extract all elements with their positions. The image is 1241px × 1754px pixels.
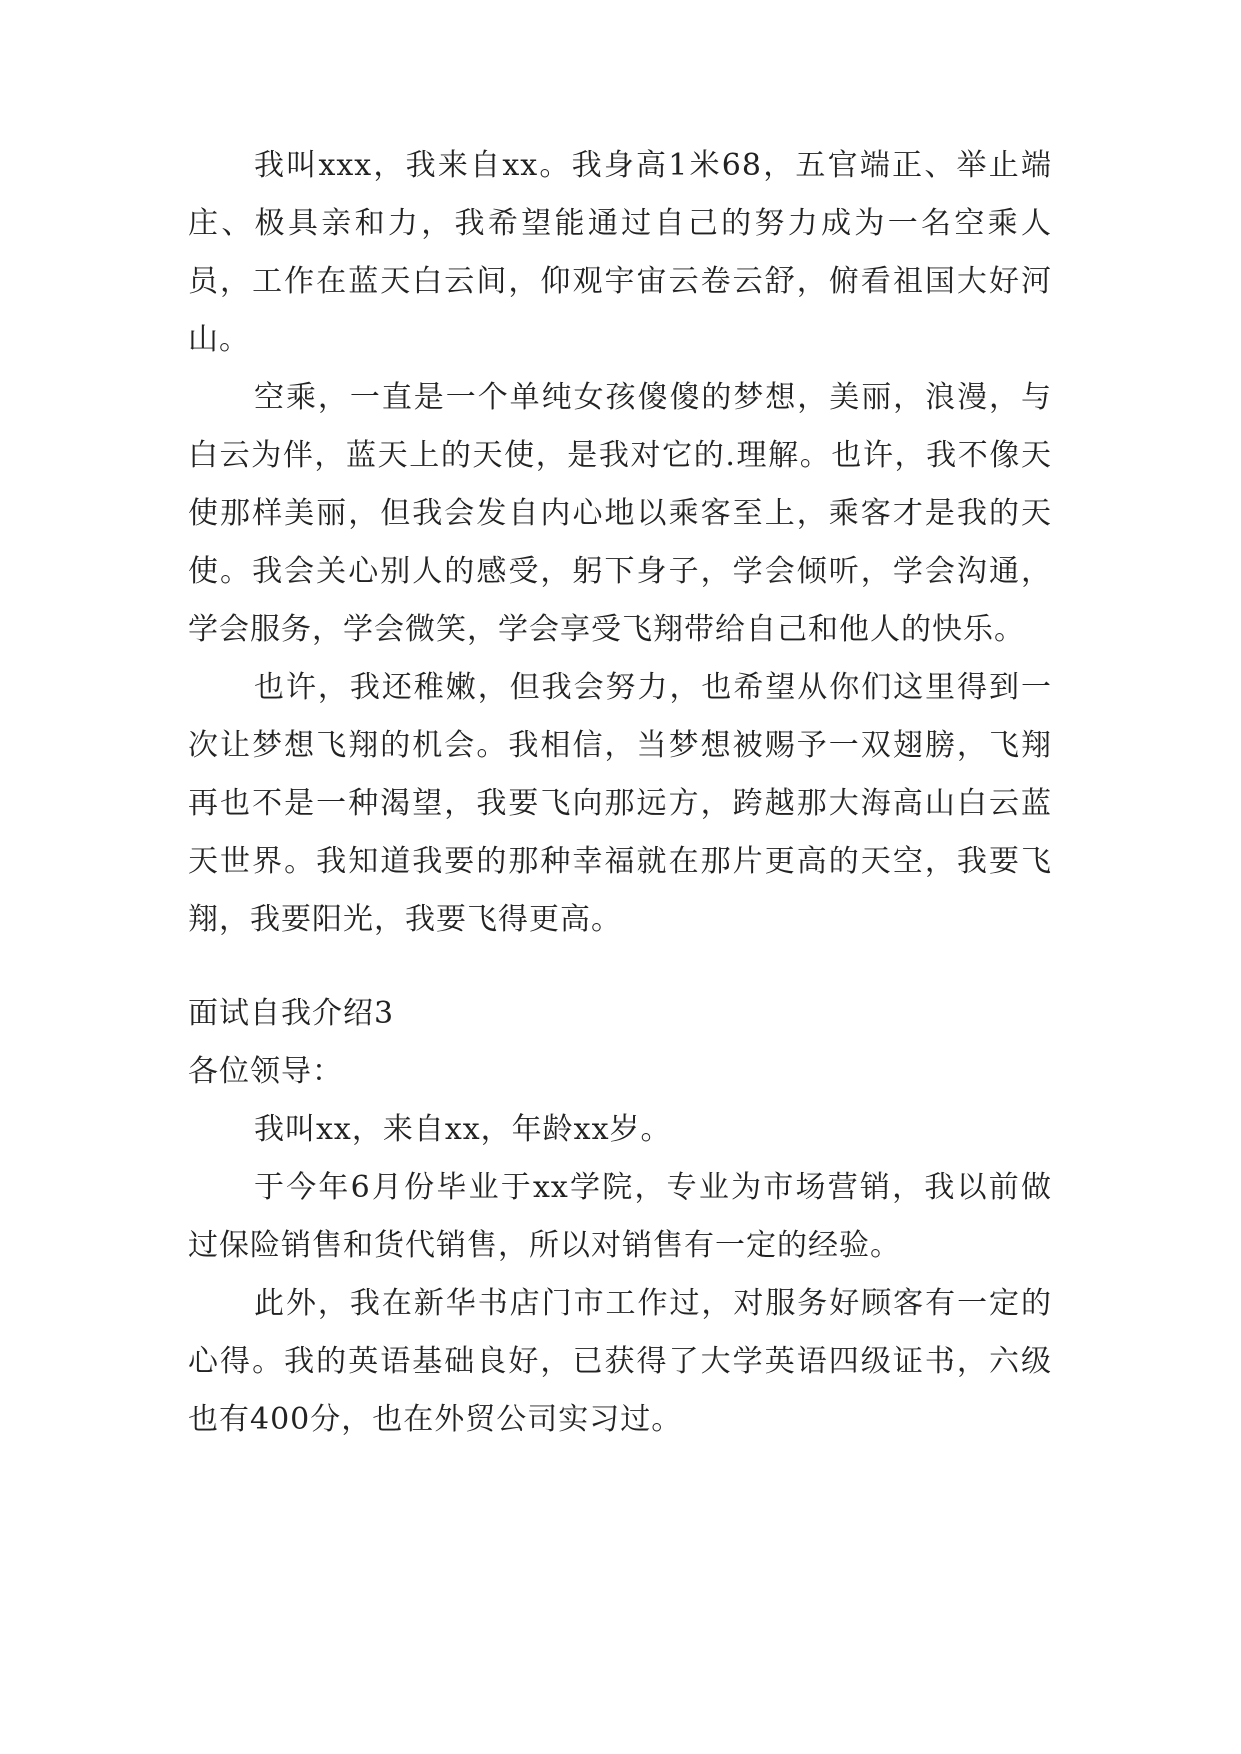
paragraph-name-age: 我叫xx，来自xx，年龄xx岁。 bbox=[254, 1112, 672, 1147]
paragraph-intro: 我叫xxx，我来自xx。我身高1米68，五官端正、举止端庄、极具亲和力，我希望能通过自己的努力成为一名空乘人员，工作在蓝天白云间，仰观宇宙云卷云舒，俯看祖国大好河山。 bbox=[188, 148, 1052, 357]
paragraph-flight-attendant-dream: 空乘，一直是一个单纯女孩傻傻的梦想，美丽，浪漫，与白云为伴，蓝天上的天使，是我对它的.理解。也许，我不像天使那样美丽，但我会发自内心地以乘客至上，乘客才是我的天使。我会关心别人的感受，躬下身子，学会倾听，学会沟通，学会服务，学会微笑，学会享受飞翔带给自己和他人的快乐。 bbox=[188, 380, 1052, 647]
paragraph-skills: 此外，我在新华书店门市工作过，对服务好顾客有一定的心得。我的英语基础良好，已获得了大学英语四级证书，六级也有400分，也在外贸公司实习过。 bbox=[188, 1286, 1052, 1437]
salutation: 各位领导： bbox=[188, 1054, 343, 1089]
paragraph-education-experience: 于今年6月份毕业于xx学院，专业为市场营销，我以前做过保险销售和货代销售，所以对销售有一定的经验。 bbox=[188, 1170, 1052, 1263]
section-heading: 面试自我介绍3 bbox=[188, 996, 395, 1031]
paragraph-hope-to-fly: 也许，我还稚嫩，但我会努力，也希望从你们这里得到一次让梦想飞翔的机会。我相信，当梦想被赐予一双翅膀，飞翔再也不是一种渴望，我要飞向那远方，跨越那大海高山白云蓝天世界。我知道我要的那种幸福就在那片更高的天空，我要飞翔，我要阳光，我要飞得更高。 bbox=[188, 670, 1052, 937]
